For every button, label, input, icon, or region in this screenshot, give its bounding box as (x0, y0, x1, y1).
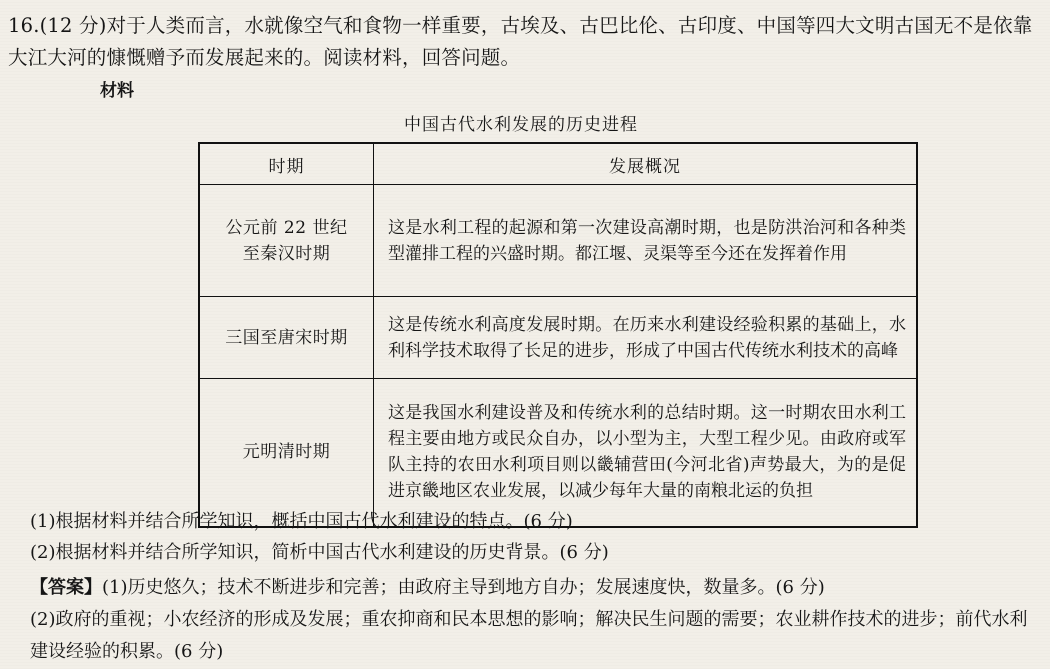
sub-question-2: (2)根据材料并结合所学知识，简析中国古代水利建设的历史背景。(6 分) (30, 542, 609, 563)
table-row (199, 379, 917, 527)
period-cell (199, 185, 374, 297)
description-cell: 这是水利工程的起源和第一次建设高潮时期，也是防洪治河和各种类型灌排工程的兴盛时期。都江堰、灵渠等至今还在发挥着作用 (374, 185, 918, 297)
answer-part-2: (2)政府的重视；小农经济的形成及发展；重农抑商和民本思想的影响；解决民生问题的需要；农业耕作技术的进步；前代水利建设经验的积累。(6 分) (30, 609, 1028, 662)
period-line: 至秦汉时期 (242, 243, 331, 264)
answer-tag: 【答案】 (30, 577, 102, 598)
table-row (199, 185, 917, 297)
question-text: 对于人类而言，水就像空气和食物一样重要，古埃及、古巴比伦、古印度、中国等四大文明古国无不是依靠大江大河的慷慨赠予而发展起来的。阅读材料，回答问题。 (8, 14, 1033, 69)
description-cell: 这是传统水利高度发展时期。在历来水利建设经验积累的基础上，水利科学技术取得了长足的进步，形成了中国古代传统水利技术的高峰 (374, 297, 918, 379)
question-number: 16. (8, 14, 40, 37)
answer-block (30, 572, 1040, 668)
question-score: (12 分) (39, 14, 107, 37)
period-cell (199, 379, 374, 527)
period-line: 三国至唐宋时期 (225, 327, 348, 348)
material-label: 材料 (100, 81, 134, 101)
question-stem (8, 10, 1044, 74)
table-header-row (199, 143, 917, 185)
period-line: 元明清时期 (242, 442, 331, 463)
header-overview: 发展概况 (374, 143, 918, 185)
answer-part-1: (1)历史悠久；技术不断进步和完善；由政府主导到地方自办；发展速度快，数量多。(6 分) (102, 577, 825, 598)
sub-question-1: (1)根据材料并结合所学知识，概括中国古代水利建设的特点。(6 分) (30, 511, 573, 532)
description-cell: 这是我国水利建设普及和传统水利的总结时期。这一时期农田水利工程主要由地方或民众自办，以小型为主，大型工程少见。由政府或军队主持的农田水利项目则以畿辅营田(今河北省)声势最大，为的是促进京畿地区农业发展，以减少每年大量的南粮北运的负担 (374, 379, 918, 527)
table-title: 中国古代水利发展的历史进程 (404, 115, 638, 135)
history-table (198, 142, 918, 528)
period-cell (199, 297, 374, 379)
table-row (199, 297, 917, 379)
header-period: 时期 (199, 143, 374, 185)
period-line: 公元前 22 世纪 (225, 217, 348, 238)
